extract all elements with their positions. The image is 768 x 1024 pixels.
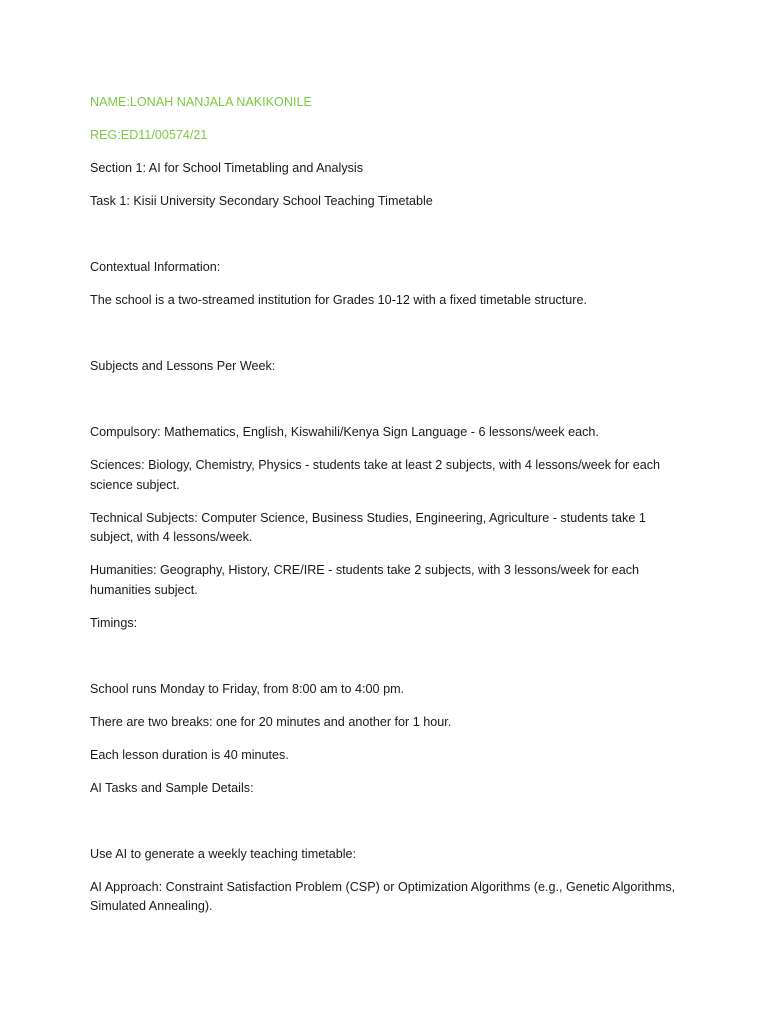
spacer <box>90 812 690 845</box>
contextual-text: The school is a two-streamed institution for Grades 10-12 with a fixed timetable structure. <box>90 293 587 307</box>
breaks-text: There are two breaks: one for 20 minutes and another for 1 hour. <box>90 714 452 729</box>
spacer <box>90 647 690 680</box>
spacer <box>90 225 690 258</box>
document-page <box>90 93 690 930</box>
compulsory-subjects: Compulsory: Mathematics, English, Kiswahili/Kenya Sign Language - 6 lessons/week each. <box>90 425 599 439</box>
lesson-duration-text: Each lesson duration is 40 minutes. <box>90 747 289 762</box>
task-title: Task 1: Kisii University Secondary School Teaching Timetable <box>90 194 433 208</box>
contextual-heading: Contextual Information: <box>90 260 221 274</box>
use-ai-text: Use AI to generate a weekly teaching timetable: <box>90 846 357 861</box>
ai-approach-text: AI Approach: Constraint Satisfaction Problem (CSP) or Optimization Algorithms (e.g., Genetic Algorithms, Simulated Annealing). <box>90 879 676 913</box>
technical-subjects: Technical Subjects: Computer Science, Business Studies, Engineering, Agriculture - students take 1 subject, with 4 lessons/week. <box>90 510 646 544</box>
timings-heading: Timings: <box>90 615 138 630</box>
student-name: NAME:LONAH NANJALA NAKIKONILE <box>90 95 312 109</box>
registration-number: REG:ED11/00574/21 <box>90 128 208 142</box>
science-subjects: Sciences: Biology, Chemistry, Physics - students take at least 2 subjects, with 4 lessons/week for each science subject. <box>90 458 661 492</box>
spacer <box>90 390 690 423</box>
schedule-text: School runs Monday to Friday, from 8:00 am to 4:00 pm. <box>90 681 405 696</box>
subjects-heading: Subjects and Lessons Per Week: <box>90 359 276 373</box>
section-title: Section 1: AI for School Timetabling and Analysis <box>90 161 364 175</box>
spacer <box>90 324 690 357</box>
humanities-subjects: Humanities: Geography, History, CRE/IRE - students take 2 subjects, with 3 lessons/week for each humanities subject. <box>90 563 639 597</box>
ai-tasks-heading: AI Tasks and Sample Details: <box>90 780 254 795</box>
